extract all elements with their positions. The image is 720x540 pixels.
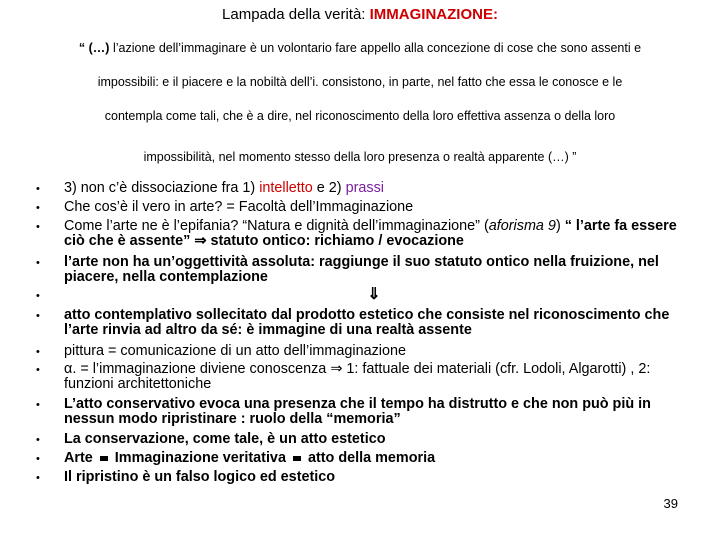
bullet-marker: • [36, 310, 40, 322]
b8-pre: . = l’immaginazione diviene conoscenza [72, 361, 331, 377]
b1-prassi: prassi [345, 180, 384, 196]
bullet-marker: • [36, 257, 40, 269]
page-number: 39 [663, 496, 678, 511]
bullet-text-8 [64, 362, 684, 391]
b8-post: 1: fattuale dei materiali (cfr. Lodoli, Algarotti) , 2: funzioni architettoniche [64, 361, 651, 392]
bullet-text-10: La conservazione, come tale, è un atto estetico [64, 431, 386, 447]
bullet-marker: • [36, 290, 40, 302]
b3-bold1: “ l’arte fa essere ciò che è assente” [64, 218, 677, 249]
bullet-text-12: Il ripristino è un falso logico ed estetico [64, 469, 336, 485]
b3-italic: aforisma 9 [488, 218, 556, 234]
b3-bold2: statuto ontico: richiamo / evocazione [206, 232, 464, 249]
implies-arrow-icon: ⇒ [330, 361, 343, 377]
title-prefix: Lampada della verità: [222, 6, 370, 23]
quote-text-1: l’azione dell’immaginare è un volontario fare appello alla concezione di cose che sono assenti e [112, 41, 642, 55]
bullet-text-1 [64, 181, 684, 196]
quote-line-4: impossibilità, nel momento stesso della loro presenza o realtà apparente (…) ” [143, 150, 577, 164]
bullet-marker: • [36, 472, 40, 484]
bullet-text-2: Che cos’è il vero in arte? = Facoltà dell’Immaginazione [64, 199, 414, 215]
b11-mid: Immaginazione veritativa [110, 450, 290, 466]
bullet-marker: • [36, 346, 40, 358]
b11-post: atto della memoria [303, 450, 436, 466]
bullet-marker: • [36, 221, 40, 233]
implies-arrow-icon: ⇒ [194, 232, 207, 249]
quote-lead: “ (…) [78, 41, 113, 55]
b3-pre: Come l’arte ne è l’epifania? “Natura e dignità dell’immaginazione” ( [64, 218, 489, 234]
b1-mid: e 2) [312, 180, 346, 196]
b1-pre: 3) non c’è dissociazione fra 1) [64, 180, 260, 196]
square-icon [100, 456, 108, 461]
bullet-text-4: l’arte non ha un’oggettività assoluta: raggiunge il suo statuto ontico nella fruizione, nel piacere, nella contemplazione [64, 254, 659, 285]
bullet-marker: • [36, 364, 40, 376]
bullet-marker: • [36, 453, 40, 465]
bullet-text-6: atto contemplativo sollecitato dal prodotto estetico che consiste nel riconoscimento che l’arte rinvia ad altro da sé: è immagine di una realtà assente [64, 307, 670, 338]
square-icon [293, 456, 301, 461]
bullet-text-11 [64, 451, 684, 466]
bullet-text-9: L’atto conservativo evoca una presenza che il tempo ha distrutto e che non può più in nessun modo ripristinare : ruolo della “memoria” [64, 396, 651, 427]
title-highlight: IMMAGINAZIONE: [369, 6, 498, 23]
bullet-marker: • [36, 202, 40, 214]
bullet-text-7: pittura = comunicazione di un atto dell’immaginazione [64, 343, 406, 359]
b1-intelletto: intelletto [259, 180, 313, 196]
down-arrow-icon: ⇓ [367, 286, 381, 303]
bullet-marker: • [36, 399, 40, 411]
quote-line-3: contempla come tali, che è a dire, nel riconoscimento della loro effettiva assenza o della loro [104, 109, 616, 123]
alpha-symbol: α [64, 361, 73, 377]
quote-line-2: impossibili: e il piacere e la nobiltà dell’i. consistono, in parte, nel fatto che essa le conosce e le [97, 75, 623, 89]
b3-post: ) [555, 218, 565, 234]
bullet-marker: • [36, 434, 40, 446]
bullet-text-3 [64, 219, 684, 248]
slide-title [0, 6, 720, 24]
bullet-marker: • [36, 183, 40, 195]
quote-line-1 [0, 41, 720, 56]
b11-pre: Arte [64, 450, 97, 466]
